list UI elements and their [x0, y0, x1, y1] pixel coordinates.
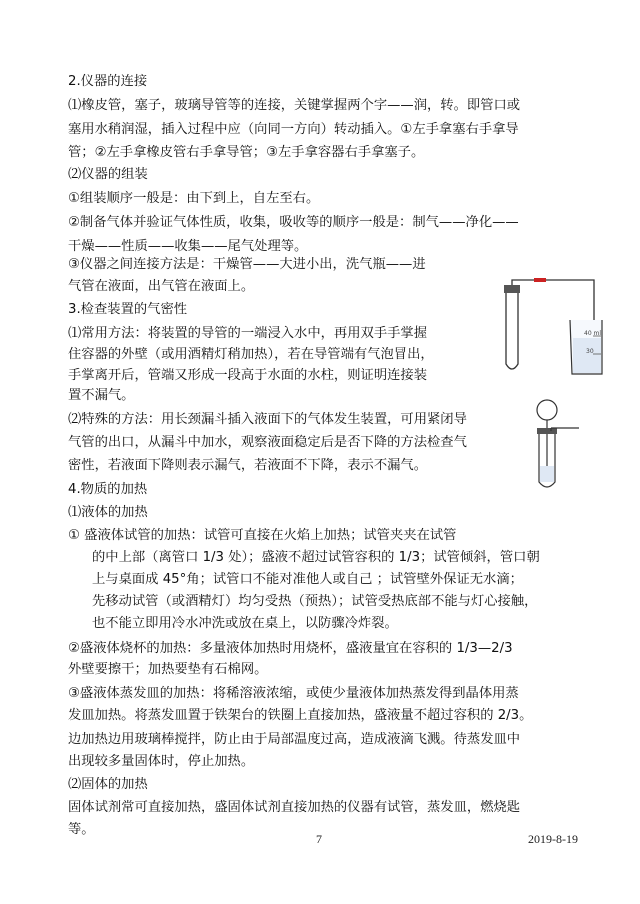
text-line: 外壁要擦干；加热要垫有石棉网。	[68, 662, 268, 677]
beaker-mark-top: 40 ml	[584, 330, 602, 337]
text-line: ⑵仪器的组装	[68, 167, 148, 182]
rubber-connector-icon	[534, 278, 546, 282]
text-line: 2.仪器的连接	[68, 74, 148, 89]
text-line: 先移动试管（或酒精灯）均匀受热（预热）；试管受热底部不能与灯心接触，	[92, 594, 538, 609]
funnel-apparatus-figure	[525, 398, 583, 490]
text-line: ⑵特殊的方法：用长颈漏斗插入液面下的气体发生装置，可用紧闭导	[68, 412, 467, 427]
text-line: 的中上部（离管口 1/3 处）；盛液不超过试管容积的 1/3；试管倾斜，管口朝	[92, 550, 540, 565]
text-line: ⑴液体的加热	[68, 505, 148, 520]
text-line: 干燥——性质——收集——尾气处理等。	[68, 239, 308, 254]
text-line: ① 盛液体试管的加热：试管可直接在火焰上加热；试管夹夹在试管	[68, 528, 457, 543]
text-line: 管；②左手拿橡皮管右手拿导管；③左手拿容器右手拿塞子。	[68, 145, 425, 160]
text-line: ⑴常用方法：将装置的导管的一端浸入水中，再用双手手掌握	[68, 326, 428, 341]
text-line: 上与桌面成 45°角；试管口不能对准他人或自己 ；试管壁外保证无水滴；	[92, 572, 523, 587]
text-line: ②制备气体并验证气体性质，收集，吸收等的顺序一般是：制气——净化——	[68, 215, 519, 230]
text-line: 3.检查装置的气密性	[68, 302, 188, 317]
text-line: 边加热边用玻璃棒搅拌，防止由于局部温度过高，造成液滴飞溅。待蒸发皿中	[68, 732, 521, 747]
text-line: 4.物质的加热	[68, 482, 148, 497]
page-number: 7	[316, 832, 322, 846]
text-line: 出现较多量固体时，停止加热。	[68, 754, 255, 769]
airtightness-apparatus-figure	[498, 268, 604, 380]
text-line: ③盛液体蒸发皿的加热：将稀溶液浓缩，或使少量液体加热蒸发得到晶体用蒸	[68, 686, 519, 701]
stopper-icon	[504, 285, 520, 293]
text-line: 置不漏气。	[68, 388, 135, 403]
text-line: 等。	[68, 822, 95, 837]
text-line: 固体试剂常可直接加热，盛固体试剂直接加热的仪器有试管，蒸发皿，燃烧匙	[68, 800, 521, 815]
text-line: ①组装顺序一般是：由下到上，自左至右。	[68, 191, 320, 206]
text-line: ⑴橡皮管，塞子，玻璃导管等的连接，关键掌握两个字——润，转。即管口或	[68, 98, 521, 113]
text-line: 也不能立即用冷水冲洗或放在桌上，以防骤冷炸裂。	[92, 616, 398, 631]
watermark: ​	[125, 446, 175, 539]
text-line: 气管在液面，出气管在液面上。	[68, 279, 255, 294]
text-line: ⑵固体的加热	[68, 777, 148, 792]
footer-date: 2019-8-19	[528, 832, 578, 846]
text-line: 手掌离开后，管端又形成一段高于水面的水柱，则证明连接装	[68, 368, 428, 383]
text-line: 密性，若液面下降则表示漏气，若液面不下降，表示不漏气。	[68, 458, 428, 473]
text-line: ③仪器之间连接方法是：干燥管——大进小出，洗气瓶——进	[68, 257, 426, 272]
text-line: ②盛液体烧杯的加热：多量液体加热时用烧杯，盛液量宜在容积的 1/3—2/3	[68, 641, 513, 656]
text-line: 发皿加热。将蒸发皿置于铁架台的铁圈上直接加热，盛液量不超过容积的 2/3。	[68, 708, 533, 723]
text-line: 气管的出口，从漏斗中加水，观察液面稳定后是否下降的方法检查气	[68, 435, 467, 450]
beaker-mark-mid: 30	[586, 348, 594, 355]
text-line: 住容器的外壁（或用酒精灯稍加热），若在导管端有气泡冒出，	[68, 347, 434, 362]
text-line: 塞用水稍润湿，插入过程中应（向同一方向）转动插入。①左手拿塞右手拿导	[68, 122, 519, 137]
